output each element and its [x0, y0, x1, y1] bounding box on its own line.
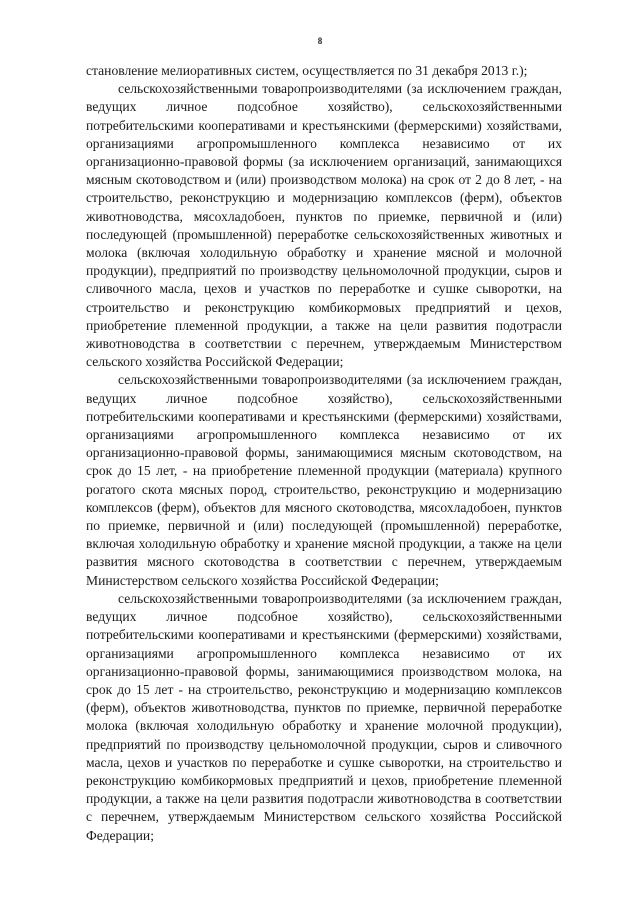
- paragraph-dairy: сельскохозяйственными товаропроизводителями (за исключением граждан, ведущих личное подсобное хозяйство), сельскохозяйственными потребительскими кооперативами и крестьянскими (фермерскими) хозяйствами, организациями агропромышленного комплекса независимо от их организационно-правовой формы, занимающимися производством молока, на срок до 15 лет - на строительство, реконструкцию и модернизацию комплексов (ферм), объектов животноводства, пунктов по приемке, первичной переработке молока (включая холодильную обработку и хранение молочной продукции), предприятий по производству цельномолочной продукции, сыров и сливочного масла, цехов и участков по переработке и сушке сыворотки, на строительство и реконструкцию комбикормовых предприятий и цехов, приобретение племенной продукции, а также на цели развития подотрасли животноводства в соответствии с перечнем, утверждаемым Министерством сельского хозяйства Российской Федерации;: [86, 590, 562, 843]
- paragraph-general-livestock: сельскохозяйственными товаропроизводителями (за исключением граждан, ведущих личное подсобное хозяйство), сельскохозяйственными потребительскими кооперативами и крестьянскими (фермерскими) хозяйствами, организациями агропромышленного комплекса независимо от их организационно-правовой формы (за исключением организаций, занимающихся мясным скотоводством и (или) производством молока) на срок от 2 до 8 лет, - на строительство, реконструкцию и модернизацию комплексов (ферм), объектов животноводства, мясохладобоен, пунктов по приемке, первичной и (или) последующей (промышленной) переработке сельскохозяйственных животных и молока (включая холодильную обработку и хранение мясной и молочной продукции), предприятий по производству цельномолочной продукции, сыров и сливочного масла, цехов и участков по переработке и сушке сыворотки, на строительство и реконструкцию комбикормовых предприятий и цехов, приобретение племенной продукции, а также на цели развития подотрасли животноводства в соответствии с перечнем, утверждаемым Министерством сельского хозяйства Российской Федерации;: [86, 81, 562, 370]
- document-body: [86, 62, 562, 845]
- page-number: 8: [317, 36, 323, 46]
- paragraph-continuation: становление мелиоративных систем, осуществляется по 31 декабря 2013 г.);: [86, 63, 528, 78]
- paragraph-beef-cattle: сельскохозяйственными товаропроизводителями (за исключением граждан, ведущих личное подсобное хозяйство), сельскохозяйственными потребительскими кооперативами и крестьянскими (фермерскими) хозяйствами, организациями агропромышленного комплекса независимо от их организационно-правовой формы, занимающимися мясным скотоводством, на срок до 15 лет, - на приобретение племенной продукции (материала) крупного рогатого скота мясных пород, строительство, реконструкцию и модернизацию комплексов (ферм), объектов для мясного скотоводства, мясохладобоен, пунктов по приемке, первичной и (или) последующей (промышленной) переработке, включая холодильную обработку и хранение мясной продукции, а также на цели развития мясного скотоводства в соответствии с перечнем, утверждаемым Министерством сельского хозяйства Российской Федерации;: [86, 372, 562, 588]
